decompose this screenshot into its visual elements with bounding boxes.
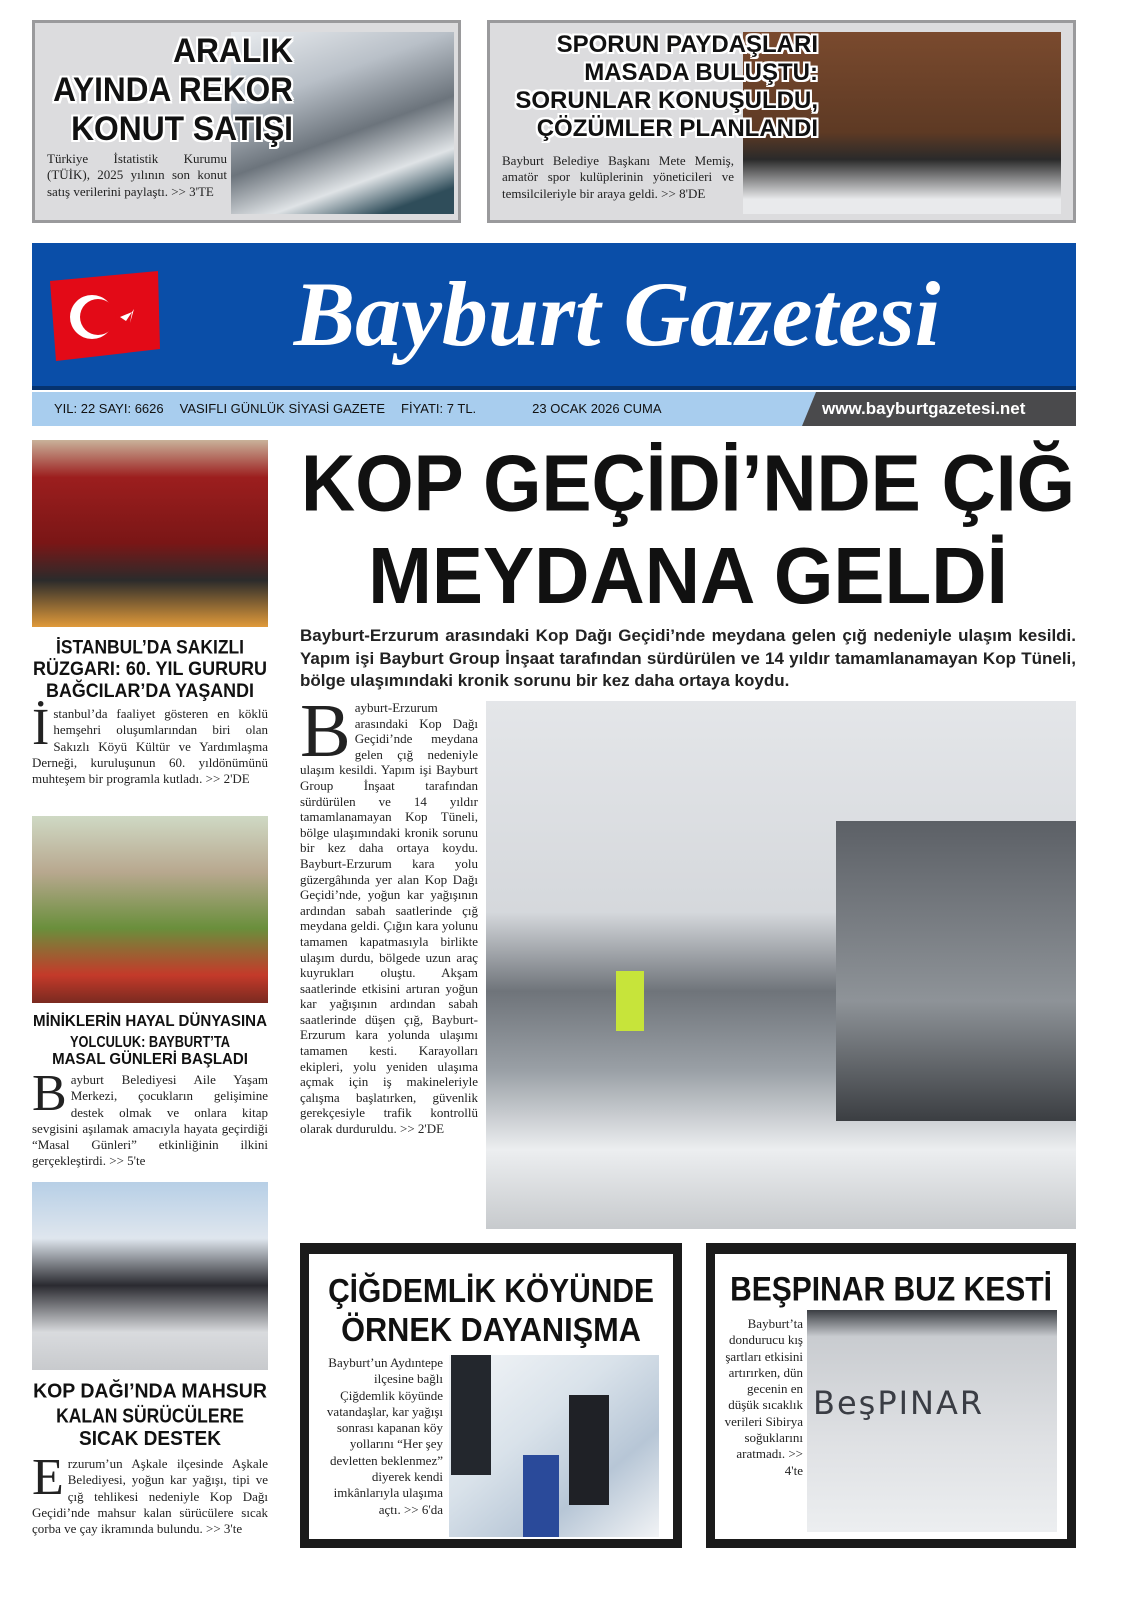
headline-line: BAĞCILAR’DA YAŞANDI <box>46 680 254 702</box>
top-story-sports-text: Bayburt Belediye Başkanı Mete Memiş, amatör spor kulüplerinin yöneticileri ve temsilcileriyle bir araya geldi. >> 8'DE <box>502 153 734 201</box>
headline-line: MEYDANA GELDİ <box>368 532 1008 621</box>
children-photo <box>32 816 268 1003</box>
main-deck: Bayburt-Erzurum arasındaki Kop Dağı Geçidi’nde meydana gelen çığ nedeniyle ulaşım kesildi. Yapım işi Bayburt Group İnşaat tarafından sürdürülen ve 14 yıldır tamamlanamayan Kop Tüneli, bölge ulaşımındaki kronik sorunu bir kez daha ortaya koydu. <box>300 626 1076 690</box>
headline-line: MASAL GÜNLERİ BAŞLADI <box>52 1050 248 1069</box>
headline-line: KOP GEÇİDİ’NDE ÇIĞ <box>301 438 1075 528</box>
drop-cap: İ <box>32 699 50 756</box>
headline-line: AYINDA REKOR <box>53 70 293 109</box>
drop-cap: B <box>32 1065 67 1122</box>
headline-line: ÖRNEK DAYANIŞMA <box>341 1311 641 1349</box>
top-story-housing[interactable] <box>32 20 461 223</box>
bottom-story-cigdemlik-headline <box>317 1272 665 1350</box>
avalanche-trucks-photo <box>486 701 1076 1229</box>
bottom-story-bespinar[interactable] <box>706 1243 1076 1548</box>
issue-date: 23 OCAK 2026 CUMA <box>532 401 662 416</box>
masthead <box>32 243 1076 390</box>
headline-line: ARALIK <box>173 31 293 70</box>
bottom-story-cigdemlik[interactable] <box>300 1243 682 1548</box>
masthead-title: Bayburt Gazetesi <box>293 263 941 365</box>
side-story-2-text: Bayburt Belediyesi Aile Yaşam Merkezi, çocukların gelişimine destek olmak ve onlara kitap sevgisini aşılamak amacıyla hayata geçirdiği “Masal Günleri” etkinliğinin ilkini gerçekleştirdi. >> 5'te <box>32 1065 268 1169</box>
headline-line: YOLCULUK: BAYBURT’TA <box>70 1032 230 1051</box>
turkish-flag-icon <box>46 271 164 363</box>
top-story-housing-text: Türkiye İstatistik Kurumu (TÜİK), 2025 yılının son konut satış verilerini paylaştı. >> 3'TE <box>47 151 227 199</box>
side-story-1-headline <box>32 636 268 702</box>
drop-cap: E <box>32 1449 64 1506</box>
snow-road-photo <box>449 1355 659 1537</box>
side-story-3-headline <box>32 1380 268 1452</box>
side-story-3-text: Erzurum’un Aşkale ilçesinde Aşkale Belediyesi, yoğun kar yağışı, tipi ve çığ tehlikesi nedeniyle Kop Dağı Geçidi’nde mahsur kalan sürücülere sıcak çorba ve çay ikramında bulundu. >> 3'te <box>32 1449 268 1537</box>
headline-line: BEŞPINAR BUZ KESTİ <box>730 1271 1052 1309</box>
main-headline <box>300 436 1076 624</box>
top-story-sports-headline <box>498 31 818 143</box>
headline-line: KALAN SÜRÜCÜLERE <box>56 1404 244 1427</box>
top-story-sports[interactable] <box>487 20 1076 223</box>
drop-cap: B <box>300 689 351 773</box>
website-link[interactable]: www.bayburtgazetesi.net <box>822 399 1026 418</box>
headline-line: MASADA BULUŞTU: <box>584 59 818 86</box>
top-story-housing-headline <box>43 31 293 148</box>
snow-writing: BeşPINAR <box>813 1384 985 1422</box>
snow-car-photo <box>807 1310 1057 1532</box>
bottom-story-bespinar-text: Bayburt’ta dondurucu kış şartları etkisini artırırken, dün gecenin en düşük sıcaklık verileri Sibirya soğuklarını aratmadı. >> 4'te <box>724 1316 803 1478</box>
bottom-story-bespinar-headline <box>723 1270 1059 1310</box>
headline-line: İSTANBUL’DA SAKIZLI <box>56 636 244 658</box>
main-story-text: Bayburt-Erzurum arasındaki Kop Dağı Geçidi’nde meydana gelen çığ nedeniyle ulaşım kesildi. Yapım işi Bayburt Group İnşaat tarafından sürdürülen ve 14 yıldır tamamlanamayan Kop Tüneli, bölge ulaşımındaki kronik sorunu bir kez daha ortaya koydu. Bayburt-Erzurum kara yolu güzergâhında yer alan Kop Dağı Geçidi’nde, yoğun kar yağışının ardından sabah saatlerinde çığ meydana geldi. Çığın kara yolunu tamamen kapatmasıyla birlikte ulaşım durdu, bölgede uzun araç kuyrukları oluştu. Akşam saatlerinde etkisini artıran yoğun kar yağışının ardından sabah saatlerinde düşen çığ, Bayburt-Erzurum kara yolunda ulaşımı tamamen kesti. Karayolları ekipleri, yolu yeniden ulaşıma açmak için iş makineleriyle çalışma başlatırken, güvenlik gerekçesiyle trafik kontrollü olarak durduruldu. >> 2'DE <box>300 689 478 1137</box>
tagline: VASIFLI GÜNLÜK SİYASİ GAZETE <box>179 401 386 416</box>
headline-line: SICAK DESTEK <box>79 1428 221 1451</box>
headline-line: ÇİĞDEMLİK KÖYÜNDE <box>328 1273 654 1310</box>
event-photo <box>32 440 268 627</box>
side-story-2-headline <box>32 1012 268 1069</box>
headline-line: SPORUN PAYDAŞLARI <box>556 31 818 58</box>
price: FİYATI: 7 TL. <box>401 401 477 416</box>
headline-line: KOP DAĞI’NDA MAHSUR <box>33 1380 267 1403</box>
info-bar <box>32 392 1076 426</box>
crowd-photo <box>32 1182 268 1370</box>
bottom-story-cigdemlik-text: Bayburt’un Aydıntepe ilçesine bağlı Çiğdemlik köyünde vatandaşlar, kar yağışı sonrası kapanan köy yollarını “Her şey devletten beklenmez” diyerek kendi imkânlarıyla ulaşıma açtı. >> 6'da <box>326 1355 443 1517</box>
issue-number: YIL: 22 SAYI: 6626 <box>54 401 164 416</box>
side-story-1-text: İstanbul’da faaliyet gösteren en köklü hemşehri oluşumlarından biri olan Sakızlı Köyü Kültür ve Yardımlaşma Derneği, kuruluşunun 60. yıldönümünü muhteşem bir programla kutladı. >> 2'DE <box>32 699 268 787</box>
headline-line: SORUNLAR KONUŞULDU, <box>515 87 818 114</box>
headline-line: KONUT SATIŞI <box>71 109 293 148</box>
headline-line: RÜZGARI: 60. YIL GURURU <box>33 658 267 680</box>
headline-line: ÇÖZÜMLER PLANLANDI <box>536 115 818 142</box>
headline-line: MİNİKLERİN HAYAL DÜNYASINA <box>33 1012 267 1030</box>
